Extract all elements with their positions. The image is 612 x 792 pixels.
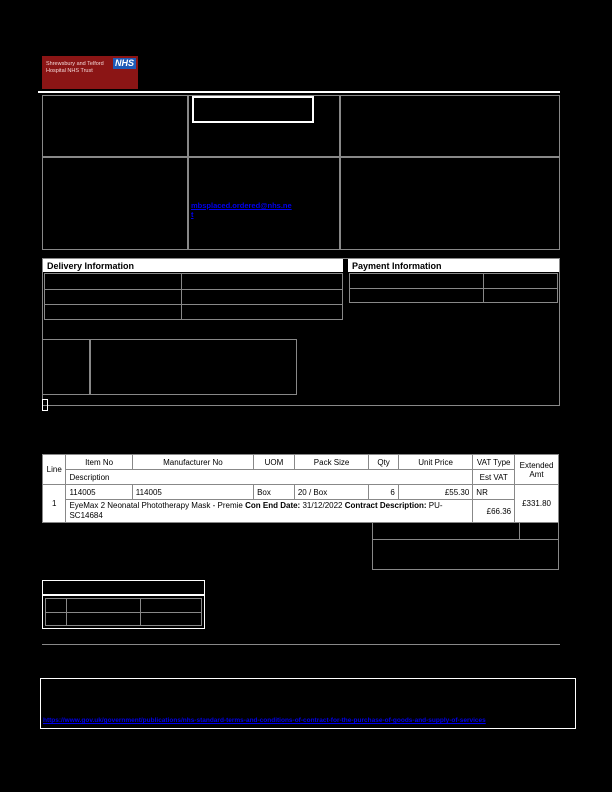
contract-desc-label: Contract Description:	[344, 501, 427, 510]
header-rule	[38, 91, 560, 93]
col-manufacturer-no: Manufacturer No	[132, 455, 253, 470]
header-box-6	[340, 157, 560, 250]
row-vat-type: NR	[473, 485, 515, 500]
col-qty: Qty	[369, 455, 399, 470]
delivery-info-header: Delivery Information	[43, 259, 343, 272]
header-box-1	[42, 95, 188, 157]
col-description: Description	[66, 470, 473, 485]
row-unit-price: £55.30	[398, 485, 472, 500]
row-description: EyeMax 2 Neonatal Phototherapy Mask - Premie	[69, 501, 243, 510]
notes-label-box	[42, 339, 90, 395]
table-row	[43, 485, 559, 500]
contract-desc-value: PU-SC14684	[69, 501, 443, 520]
table-row-detail	[43, 500, 559, 523]
col-unit-price: Unit Price	[398, 455, 472, 470]
totals-box	[372, 522, 559, 570]
col-uom: UOM	[254, 455, 295, 470]
summary-header	[42, 580, 205, 595]
contact-box	[188, 157, 340, 250]
row-extended-amt: £331.80	[515, 485, 559, 523]
row-manufacturer-no: 114005	[132, 485, 253, 500]
row-pack-size: 20 / Box	[294, 485, 368, 500]
con-end-label: Con End Date:	[245, 501, 301, 510]
con-end-value: 31/12/2022	[302, 501, 343, 510]
row-item-no: 114005	[66, 485, 132, 500]
line-items-table	[42, 454, 559, 523]
contact-email-link[interactable]: mbsplaced.ordered@nhs.ne	[191, 201, 292, 210]
notes-box	[90, 339, 297, 395]
row-qty: 6	[369, 485, 399, 500]
header-box-4	[42, 157, 188, 250]
row-uom: Box	[254, 485, 295, 500]
col-est-vat: Est VAT	[473, 470, 515, 485]
section-divider	[42, 644, 560, 645]
nhs-logo-badge: NHS	[114, 58, 134, 68]
col-pack-size: Pack Size	[294, 455, 368, 470]
terms-link[interactable]: https://www.gov.uk/government/publications/nhs-standard-terms-and-conditions-of-contract-for-the-purchase-of-goods-and-supply-of-services	[43, 717, 486, 724]
nhs-trust-logo	[42, 56, 138, 89]
row-line: 1	[43, 485, 66, 523]
payment-info-table	[349, 273, 558, 303]
header-box-3	[340, 95, 560, 157]
col-vat-type: VAT Type	[473, 455, 515, 470]
col-item-no: Item No	[66, 455, 132, 470]
payment-info-header: Payment Information	[348, 259, 559, 272]
contact-email-link-cont[interactable]: t	[191, 210, 194, 219]
row-est-vat: £66.36	[473, 500, 515, 523]
logo-org-text: Shrewsbury and Telford Hospital NHS Trust	[46, 61, 104, 74]
row-description-cell	[66, 500, 473, 523]
terms-box	[40, 678, 576, 729]
col-line: Line	[43, 455, 66, 485]
po-number-box	[192, 96, 314, 123]
checkbox[interactable]	[42, 399, 48, 411]
col-extended-amt: Extended Amt	[515, 455, 559, 485]
delivery-info-table	[44, 273, 343, 320]
summary-table	[42, 595, 205, 629]
